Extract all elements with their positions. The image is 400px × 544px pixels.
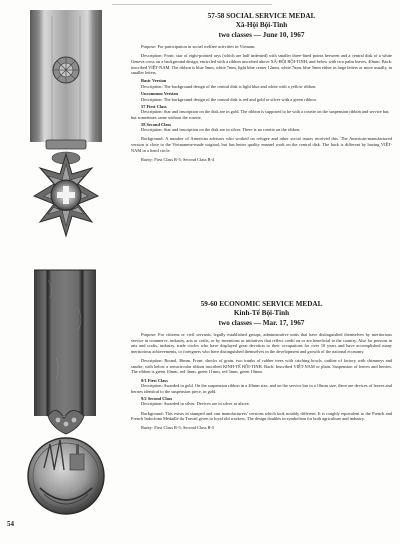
second-class-text: Description: Star and inscription on the disk are in silver. There is no rosette on the ribbon. (141, 127, 301, 133)
purpose-text: Purpose: For participation in social welfare activities in Vietnam. (141, 44, 256, 50)
medal-title: 57-58 SOCIAL SERVICE MEDAL (207, 12, 316, 20)
first-class-heading: 57 First Class (141, 103, 167, 109)
basic-version-text: Description: The background design of the central disk is light blue and white with a yellow ribbon. (141, 83, 317, 89)
description-text: Description: Round, 36mm. Front: shocks of grain, two trunks of rubber trees with catching bowls, outline of factory with chimneys and smoke, with below a semicircular ribbon inscribed KINH-TẾ BỘI-TINH. Back: Inscribed VIỆT-NAM or plain. Suspension of leaves and berries. The ribbon is green 10mm, red 3mm, green 11mm, red 3mm, green 10mm. (131, 358, 392, 375)
social-service-medal-photo (6, 8, 126, 256)
uncommon-version-text: Description: The background design of the central disk is red and gold or silver with a green ribbon. (141, 96, 317, 102)
background-text: Background: This exists in stamped and cast manufacturers' versions which look notably different. It is roughly equivalent to the French and French Indochina Médaille du Travail given to loyal old workers. The design doubles in symbolism for both agriculture and industry. (131, 410, 392, 422)
second-class-text: Description: Awarded in silver. Devices are in silver as above. (141, 401, 250, 407)
second-class-heading: 9/2 Second Class (141, 395, 173, 401)
uncommon-version-heading: Uncommon Version (141, 90, 178, 96)
medal-title: 59-60 ECONOMIC SERVICE MEDAL (200, 300, 323, 308)
purpose-text: Purpose: For citizens or civil servants, legally established groups, administrative units that have distinguished themselves by meritorious service in commerce, industry, arts or crafts, or by inventions or initiatives that reflect credit on or are beneficial to the country. Also for persons in arts and crafts, industry, trade circles who have displayed great devotion to their occupations for over 10 years and have accomplished many meritorious achievements, or foreigners who have distinguished themselves in the development and growth of the national economy. (131, 332, 392, 354)
factory-outline (70, 454, 84, 470)
page-top-rule (112, 4, 272, 5)
round-medal (28, 438, 104, 514)
vietnamese-name: Xã-Hội Bội-Tinh (235, 21, 288, 30)
economic-service-medal-photo (4, 268, 128, 530)
ribbon (34, 270, 96, 416)
vietnamese-name: Kinh-Tế Bội-Tinh (233, 309, 290, 318)
background-text: Background: A number of American advisors who worked on refugee and other social issues received this. The American-manufactured version is close to the Vietnamese-made original, but has better quality enamel work on the central disk. The back is different by having VIỆT-NAM in a lined circle. (131, 136, 392, 153)
second-class-heading: 58 Second Class (141, 121, 172, 127)
page-number: 54 (7, 520, 14, 528)
description-text: Description: Front: star of eight-pointed rays (which are half indented) with smaller three-lined points between and a central disk of a white Geneva cross on a background design, encircled with a ribbon inscribed above XÃ-HỘI BỘI-TINH, and below with two palm leaves, 40mm. Back: inscribed VIỆT-NAM. The ribbon is blue 5mm, white 7mm, light blue center 12mm, white 7mm, blue 5mm either in large letters or more usually, in smaller letters. (131, 53, 392, 76)
classes-date: two classes — Mar. 17, 1967 (218, 318, 305, 327)
economic-service-medal-section (131, 300, 392, 433)
rarity-text: Rarity: First Class R-5; Second Class R-4 (141, 156, 215, 162)
classes-date: two classes — June 10, 1967 (218, 30, 305, 39)
first-class-text: Description: Star and inscription on the disk are in gold. The ribbon is supposed to be with a rosette on the suspension ribbon and service bar, but sometimes came without the rosette. (131, 109, 390, 120)
first-class-text: Description: Awarded in gold. On the suspension ribbon in a 20mm size, and on the service bar in a 10mm size, there are devices of leaves and berries identical to the suspension piece, in gold. (131, 383, 392, 394)
rarity-text: Rarity: First Class R-5; Second Class R-5 (141, 425, 215, 431)
suspension-bar (46, 140, 86, 149)
first-class-heading: 9/1 First Class (141, 377, 168, 383)
basic-version-heading: Basic Version (141, 78, 167, 84)
social-service-medal-section (131, 12, 392, 165)
